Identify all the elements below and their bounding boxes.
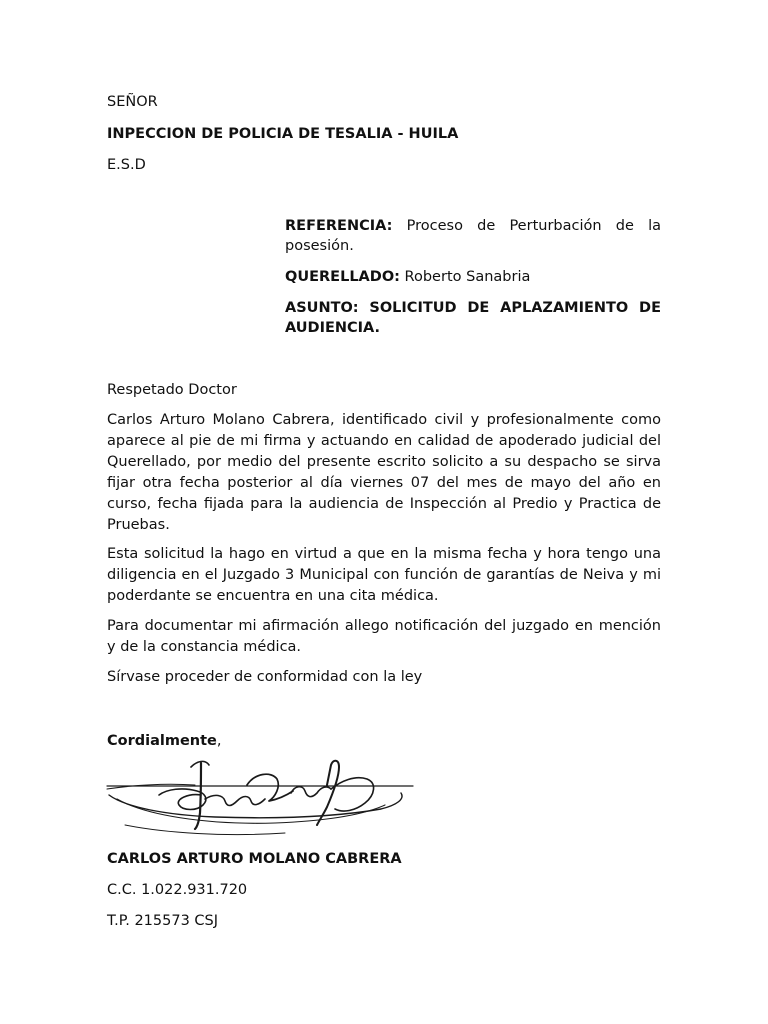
cordialmente-comma: , [216, 733, 222, 749]
paragraph-request: Carlos Arturo Molano Cabrera, identificado civil y profesionalmente como aparece al pie de mi firma y actuando en calidad de apoderado judicial del Querellado, por medio del presente escrito solicito a su despacho se sirva fijar otra fecha posterior al día viernes 07 del mes de mayo del año en curso, fecha fijada para la audiencia de Inspección al Predio y Practica de Pruebas. [107, 412, 661, 533]
recipient-office: INPECCION DE POLICIA DE TESALIA - HUILA [107, 126, 459, 142]
salutation: SEÑOR [107, 94, 158, 110]
asunto-block: ASUNTO: SOLICITUD DE APLAZAMIENTO DE AUDIENCIA. [285, 300, 661, 336]
signer-name: CARLOS ARTURO MOLANO CABRERA [107, 851, 402, 867]
querellado-label: QUERELLADO: [285, 269, 400, 285]
signature-image [105, 755, 417, 841]
referencia-block [285, 216, 661, 256]
paragraph-evidence: Para documentar mi afirmación allego notificación del juzgado en mención y de la constancia médica. [107, 618, 661, 655]
cordialmente: Cordialmente [107, 733, 217, 749]
paragraph-reason: Esta solicitud la hago en virtud a que en la misma fecha y hora tengo una diligencia en el Juzgado 3 Municipal con función de garantías de Neiva y mi poderdante se encuentra en una cita médica. [107, 546, 661, 604]
esd-line: E.S.D [107, 157, 146, 173]
greeting: Respetado Doctor [107, 382, 237, 398]
signer-tp: T.P. 215573 CSJ [107, 913, 219, 929]
cordialmente-line [107, 731, 222, 751]
referencia-value: Proceso de Perturbación de la posesión. [285, 218, 661, 254]
querellado-value: Roberto Sanabria [399, 269, 531, 285]
paragraph-closing-request: Sírvase proceder de conformidad con la ley [107, 669, 423, 685]
querellado-block [285, 267, 661, 287]
signer-cc: C.C. 1.022.931.720 [107, 882, 248, 898]
referencia-label: REFERENCIA: [285, 218, 393, 234]
